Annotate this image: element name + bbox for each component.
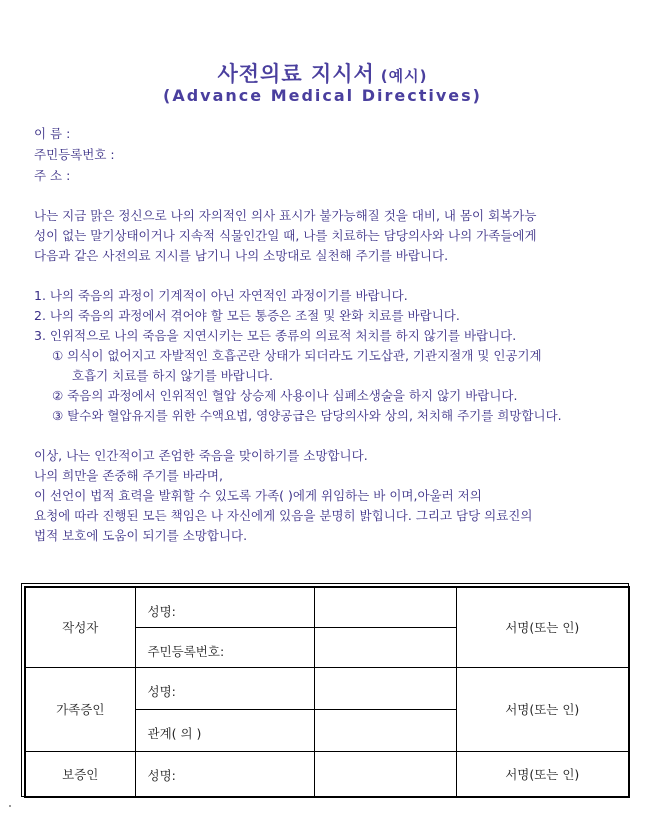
address-field-label: 주 소 :	[34, 168, 71, 183]
signature-table	[24, 586, 630, 798]
document-title	[0, 58, 645, 88]
author-name-field: 성명:	[135, 587, 314, 627]
closing-line: 법적 보호에 도움이 되기를 소망합니다.	[34, 528, 248, 543]
author-name-input[interactable]	[314, 587, 456, 627]
author-id-field: 주민등록번호:	[135, 627, 314, 667]
guarantor-signature: 서명(또는 인)	[456, 751, 629, 797]
guarantor-label: 보증인	[25, 751, 135, 797]
guarantor-name-field: 성명:	[135, 751, 314, 797]
family-witness-name-field: 성명:	[135, 667, 314, 709]
directive-item-1: 1. 나의 죽음의 과정이 기계적이 아닌 자연적인 과정이기를 바랍니다.	[34, 288, 408, 303]
guarantor-name-input[interactable]	[314, 751, 456, 797]
author-label: 작성자	[25, 587, 135, 667]
author-signature: 서명(또는 인)	[456, 587, 629, 667]
directive-subitem-1: ① 의식이 없어지고 자발적인 호흡곤란 상태가 되더라도 기도삽관, 기관지절개 및 인공기계	[52, 348, 542, 363]
name-field-label: 이 름 :	[34, 126, 71, 141]
family-witness-relation-input[interactable]	[314, 709, 456, 751]
directive-item-2: 2. 나의 죽음의 과정에서 겪어야 할 모든 통증은 조절 및 완화 치료를 바랍니다.	[34, 308, 460, 323]
family-witness-name-input[interactable]	[314, 667, 456, 709]
author-id-input[interactable]	[314, 627, 456, 667]
family-witness-relation-field: 관계( 의 )	[135, 709, 314, 751]
closing-line: 이 선언이 법적 효력을 발휘할 수 있도록 가족( )에게 위임하는 바 이며,아울러 저의	[34, 488, 482, 503]
directive-subitem-3: ③ 탈수와 혈압유지를 위한 수액요법, 영양공급은 담당의사와 상의, 처치해 주기를 희망합니다.	[52, 408, 562, 423]
resident-number-field-label: 주민등록번호 :	[34, 147, 115, 162]
intro-line: 나는 지금 맑은 정신으로 나의 자의적인 의사 표시가 불가능해질 것을 대비, 내 몸이 회복가능	[34, 208, 537, 223]
closing-line: 나의 희만을 존중해 주기를 바라며,	[34, 468, 223, 483]
directive-subitem-1-cont: 호흡기 치료를 하지 않기를 바랍니다.	[72, 368, 273, 383]
family-witness-signature: 서명(또는 인)	[456, 667, 629, 751]
directive-subitem-2: ② 죽음의 과정에서 인위적인 혈압 상승제 사용이나 심폐소생술을 하지 않기 바랍니다.	[52, 388, 518, 403]
corner-mark	[9, 805, 11, 807]
intro-line: 성이 없는 말기상태이거나 지속적 식물인간일 때, 나를 치료하는 담당의사와 나의 가족들에게	[34, 228, 537, 243]
directive-item-3: 3. 인위적으로 나의 죽음을 지연시키는 모든 종류의 의료적 처치를 하지 않기를 바랍니다.	[34, 328, 517, 343]
title-main: 사전의료 지시서	[217, 62, 375, 86]
closing-line: 요청에 따라 진행된 모든 책임은 나 자신에게 있음을 분명히 밝힙니다. 그리고 담당 의료진의	[34, 508, 533, 523]
family-witness-label: 가족증인	[25, 667, 135, 751]
title-suffix: (예시)	[380, 67, 428, 85]
document-subtitle: (Advance Medical Directives)	[163, 86, 482, 105]
closing-line: 이상, 나는 인간적이고 존엄한 죽음을 맞이하기를 소망합니다.	[34, 448, 368, 463]
intro-line: 다음과 같은 사전의료 지시를 남기니 나의 소망대로 실천해 주기를 바랍니다.	[34, 248, 449, 263]
